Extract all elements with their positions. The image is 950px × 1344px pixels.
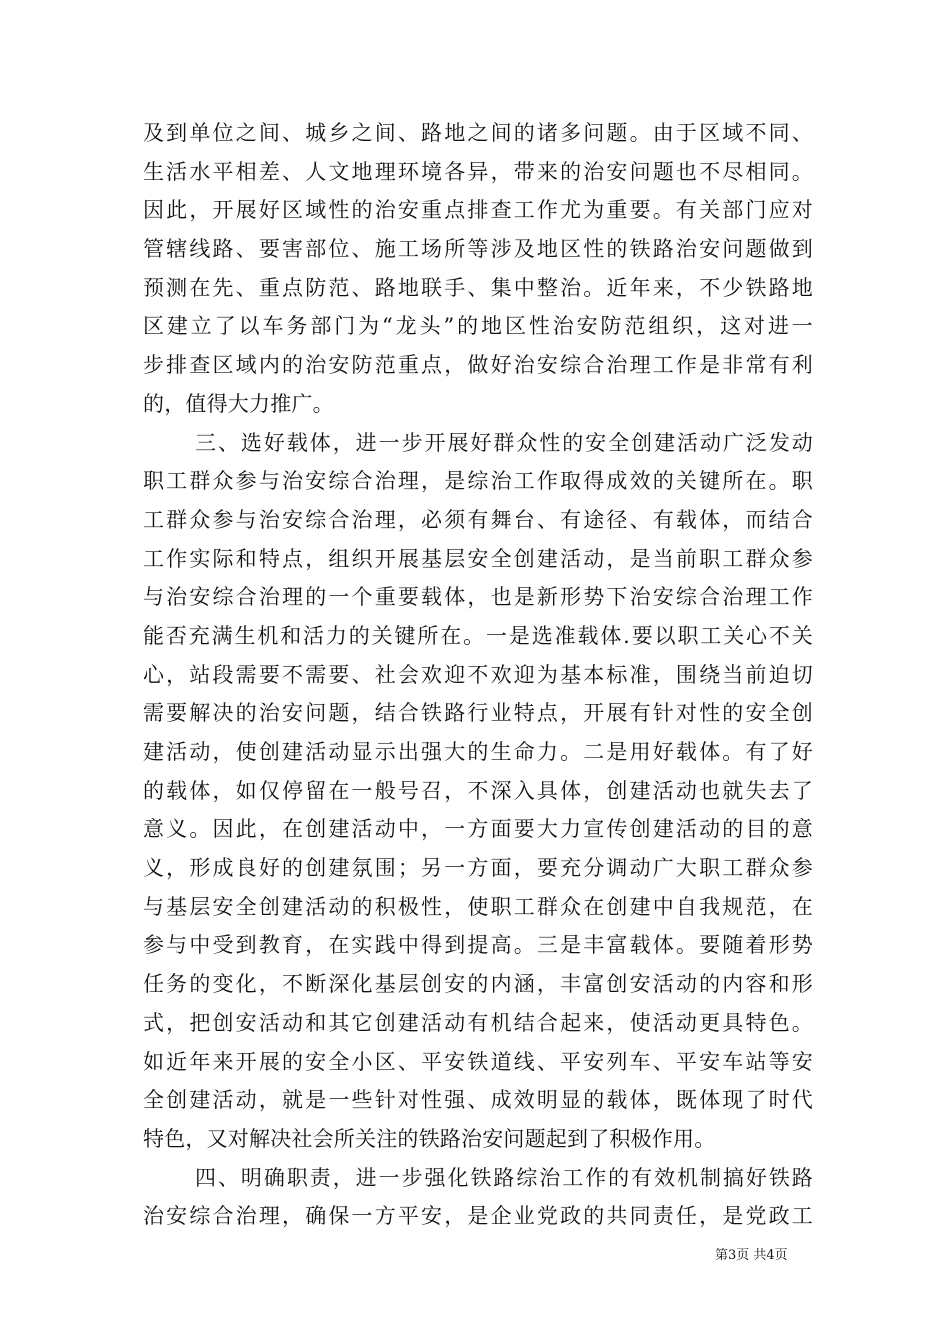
text-line: 的载体，如仅停留在一般号召，不深入具体，创建活动也就失去了 <box>143 778 813 803</box>
text-line: 因此，开展好区域性的治安重点排查工作尤为重要。有关部门应对 <box>143 198 813 223</box>
section-heading-line: 四、明确职责，进一步强化铁路综治工作的有效机制搞好铁路 <box>195 1165 813 1190</box>
text-line: 义，形成良好的创建氛围；另一方面，要充分调动广大职工群众参 <box>143 856 813 881</box>
text-line: 步排查区域内的治安防范重点，做好治安综合治理工作是非常有利 <box>143 353 813 378</box>
text-line: 如近年来开展的安全小区、平安铁道线、平安列车、平安车站等安 <box>143 1049 813 1074</box>
text-line: 职工群众参与治安综合治理，是综治工作取得成效的关键所在。职 <box>143 469 813 494</box>
text-line: 区建立了以车务部门为“龙头”的地区性治安防范组织，这对进一 <box>143 314 813 339</box>
text-line: 工作实际和特点，组织开展基层安全创建活动，是当前职工群众参 <box>143 546 813 571</box>
text-line: 参与中受到教育，在实践中得到提高。三是丰富载体。要随着形势 <box>143 933 813 958</box>
text-line: 任务的变化，不断深化基层创安的内涵，丰富创安活动的内容和形 <box>143 972 813 997</box>
text-line: 工群众参与治安综合治理，必须有舞台、有途径、有载体，而结合 <box>143 507 813 532</box>
text-line: 建活动，使创建活动显示出强大的生命力。二是用好载体。有了好 <box>143 740 813 764</box>
text-line: 式，把创安活动和其它创建活动有机结合起来，使活动更具特色。 <box>143 1010 813 1035</box>
text-line: 与治安综合治理的一个重要载体，也是新形势下治安综合治理工作 <box>143 585 813 610</box>
section-heading-line: 三、选好载体，进一步开展好群众性的安全创建活动广泛发动 <box>195 430 813 455</box>
text-line: 与基层安全创建活动的积极性，使职工群众在创建中自我规范，在 <box>143 894 813 919</box>
text-line: 全创建活动，就是一些针对性强、成效明显的载体，既体现了时代 <box>143 1088 813 1113</box>
text-line: 意义。因此，在创建活动中，一方面要大力宣传创建活动的目的意 <box>143 817 813 842</box>
document-body <box>143 114 813 1236</box>
text-line: 生活水平相差、人文地理环境各异，带来的治安问题也不尽相同。 <box>143 159 813 184</box>
text-line: 的，值得大力推广。 <box>143 391 334 416</box>
text-line: 预测在先、重点防范、路地联手、集中整治。近年来，不少铁路地 <box>143 275 813 300</box>
text-line: 需要解决的治安问题，结合铁路行业特点，开展有针对性的安全创 <box>143 701 813 726</box>
text-line: 治安综合治理，确保一方平安，是企业党政的共同责任，是党政工 <box>143 1204 813 1229</box>
text-line: 及到单位之间、城乡之间、路地之间的诸多问题。由于区域不同、 <box>143 121 813 145</box>
text-line: 能否充满生机和活力的关键所在。一是选准载体.要以职工关心不关 <box>143 623 813 648</box>
page-number: 第3页 共4页 <box>715 1248 788 1263</box>
text-line: 心，站段需要不需要、社会欢迎不欢迎为基本标准，围绕当前迫切 <box>143 662 813 687</box>
text-line: 管辖线路、要害部位、施工场所等涉及地区性的铁路治安问题做到 <box>143 237 813 262</box>
text-line: 特色，又对解决社会所关注的铁路治安问题起到了积极作用。 <box>143 1126 716 1151</box>
